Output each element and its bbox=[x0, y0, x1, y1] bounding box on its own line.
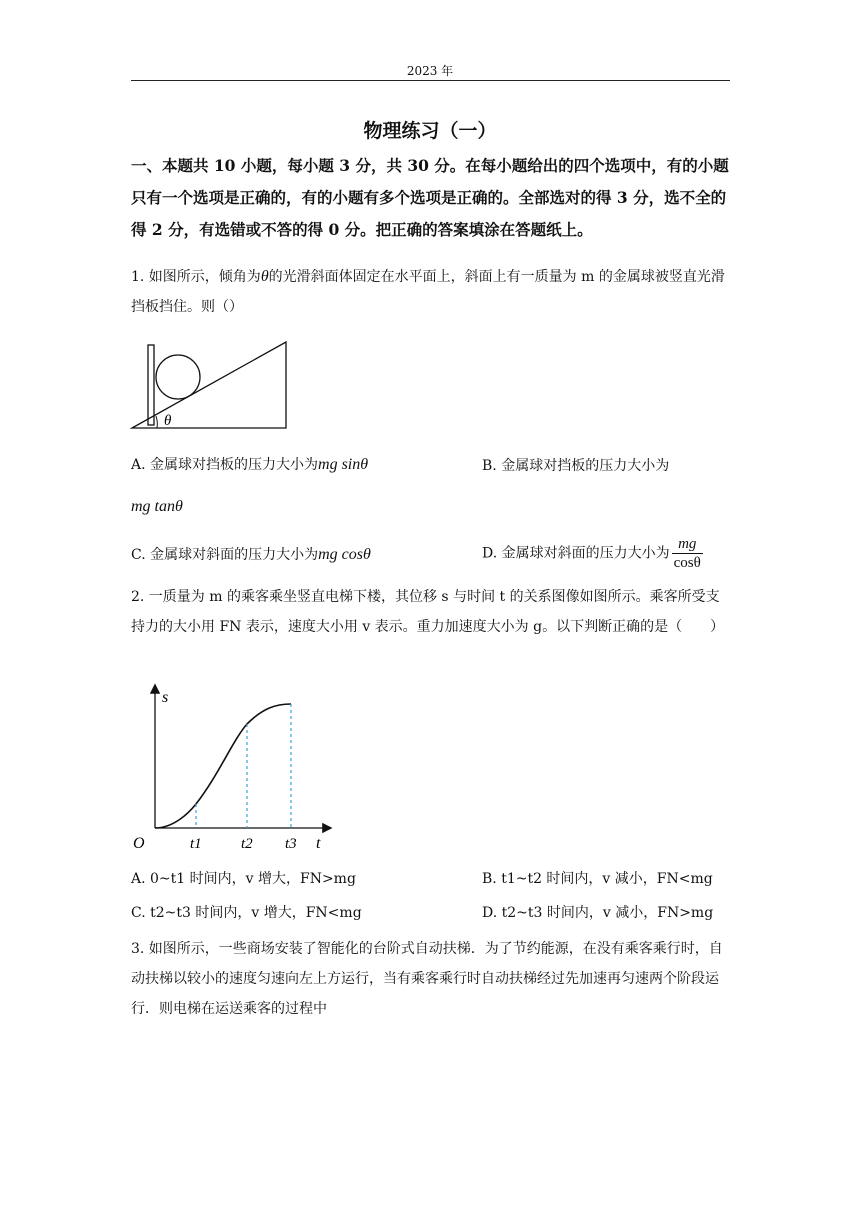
q2-t2-label: t2 bbox=[241, 836, 253, 852]
question-2-stem: 2. 一质量为 m 的乘客乘坐竖直电梯下楼，其位移 s 与时间 t 的关系图像如图所示。乘客所受支持力的大小用 FN 表示，速度大小用 v 表示。重力加速度大小为 g。以下判断正确的是（ ） bbox=[131, 589, 725, 635]
header-rule bbox=[131, 80, 730, 81]
q1-angle-arc bbox=[156, 416, 157, 428]
q1-stem-a: 1. 如图所示，倾角为 bbox=[131, 269, 261, 285]
q2-option-a[interactable]: A. 0~t1 时间内，v 增大，FN>mg bbox=[131, 871, 356, 887]
q2-t3-label: t3 bbox=[285, 836, 297, 852]
page-title: 物理练习（一） bbox=[363, 120, 497, 142]
q2-option-d[interactable]: D. t2~t3 时间内，v 减小，FN>mg bbox=[482, 905, 714, 921]
q1-angle-label: θ bbox=[164, 413, 172, 429]
q2-curve bbox=[155, 704, 291, 828]
q1-option-c-text: C. 金属球对斜面的压力大小为 bbox=[131, 547, 319, 563]
q2-t1-label: t1 bbox=[190, 836, 202, 852]
q1-option-c[interactable] bbox=[131, 544, 371, 564]
q2-s-t-graph bbox=[128, 680, 338, 856]
q1-incline bbox=[132, 342, 286, 428]
q1-option-b-cont bbox=[131, 498, 183, 516]
q2-x-label: t bbox=[316, 835, 321, 852]
q2-option-c[interactable]: C. t2~t3 时间内，v 增大，FN<mg bbox=[131, 905, 362, 921]
q1-option-a-math: mg sinθ bbox=[318, 456, 369, 473]
q1-option-d-text: D. 金属球对斜面的压力大小为 bbox=[482, 545, 670, 562]
section-instructions: 一、本题共 10 小题，每小题 3 分，共 30 分。在每小题给出的四个选项中，有的小题只有一个选项是正确的，有的小题有多个选项是正确的。全部选对的得 3 分，选不全的得 2 分，有选错或不答的得 0 分。把正确的答案填涂在答题纸上。 bbox=[131, 156, 729, 239]
question-1-stem bbox=[131, 262, 731, 322]
q1-incline-figure bbox=[128, 338, 292, 434]
q1-option-d-fraction bbox=[672, 535, 703, 572]
q1-option-d-denominator: cosθ bbox=[673, 555, 701, 571]
q1-option-c-math: mg cosθ bbox=[318, 546, 371, 563]
q1-baffle bbox=[148, 345, 154, 425]
q1-option-d-numerator: mg bbox=[672, 535, 703, 554]
q2-origin-label: O bbox=[133, 835, 145, 852]
q1-ball bbox=[156, 355, 200, 399]
question-3-stem: 3. 如图所示，一些商场安装了智能化的台阶式自动扶梯．为了节约能源，在没有乘客乘行时，自动扶梯以较小的速度匀速向左上方运行，当有乘客乘行时自动扶梯经过先加速再匀速两个阶段运行．则电梯在运送乘客的过程中 bbox=[131, 941, 723, 1017]
q1-option-b[interactable] bbox=[482, 455, 669, 475]
page-header-year: 2023 年 bbox=[406, 64, 454, 78]
q2-option-b[interactable]: B. t1~t2 时间内，v 减小，FN<mg bbox=[482, 871, 713, 887]
q1-option-a-text: A. 金属球对挡板的压力大小为 bbox=[131, 457, 319, 473]
q1-stem-b: 的光滑斜面体固定在水平面上，斜面上有一质量为 m 的金属球被竖直光滑挡板挡住。则（） bbox=[131, 269, 725, 315]
q1-option-b-text: B. 金属球对挡板的压力大小为 bbox=[482, 458, 670, 474]
q1-option-d[interactable] bbox=[482, 535, 703, 572]
q2-y-label: s bbox=[162, 689, 169, 706]
q1-option-b-math: mg tanθ bbox=[131, 498, 183, 515]
q1-option-a[interactable] bbox=[131, 454, 368, 474]
q1-theta: θ bbox=[260, 268, 269, 285]
